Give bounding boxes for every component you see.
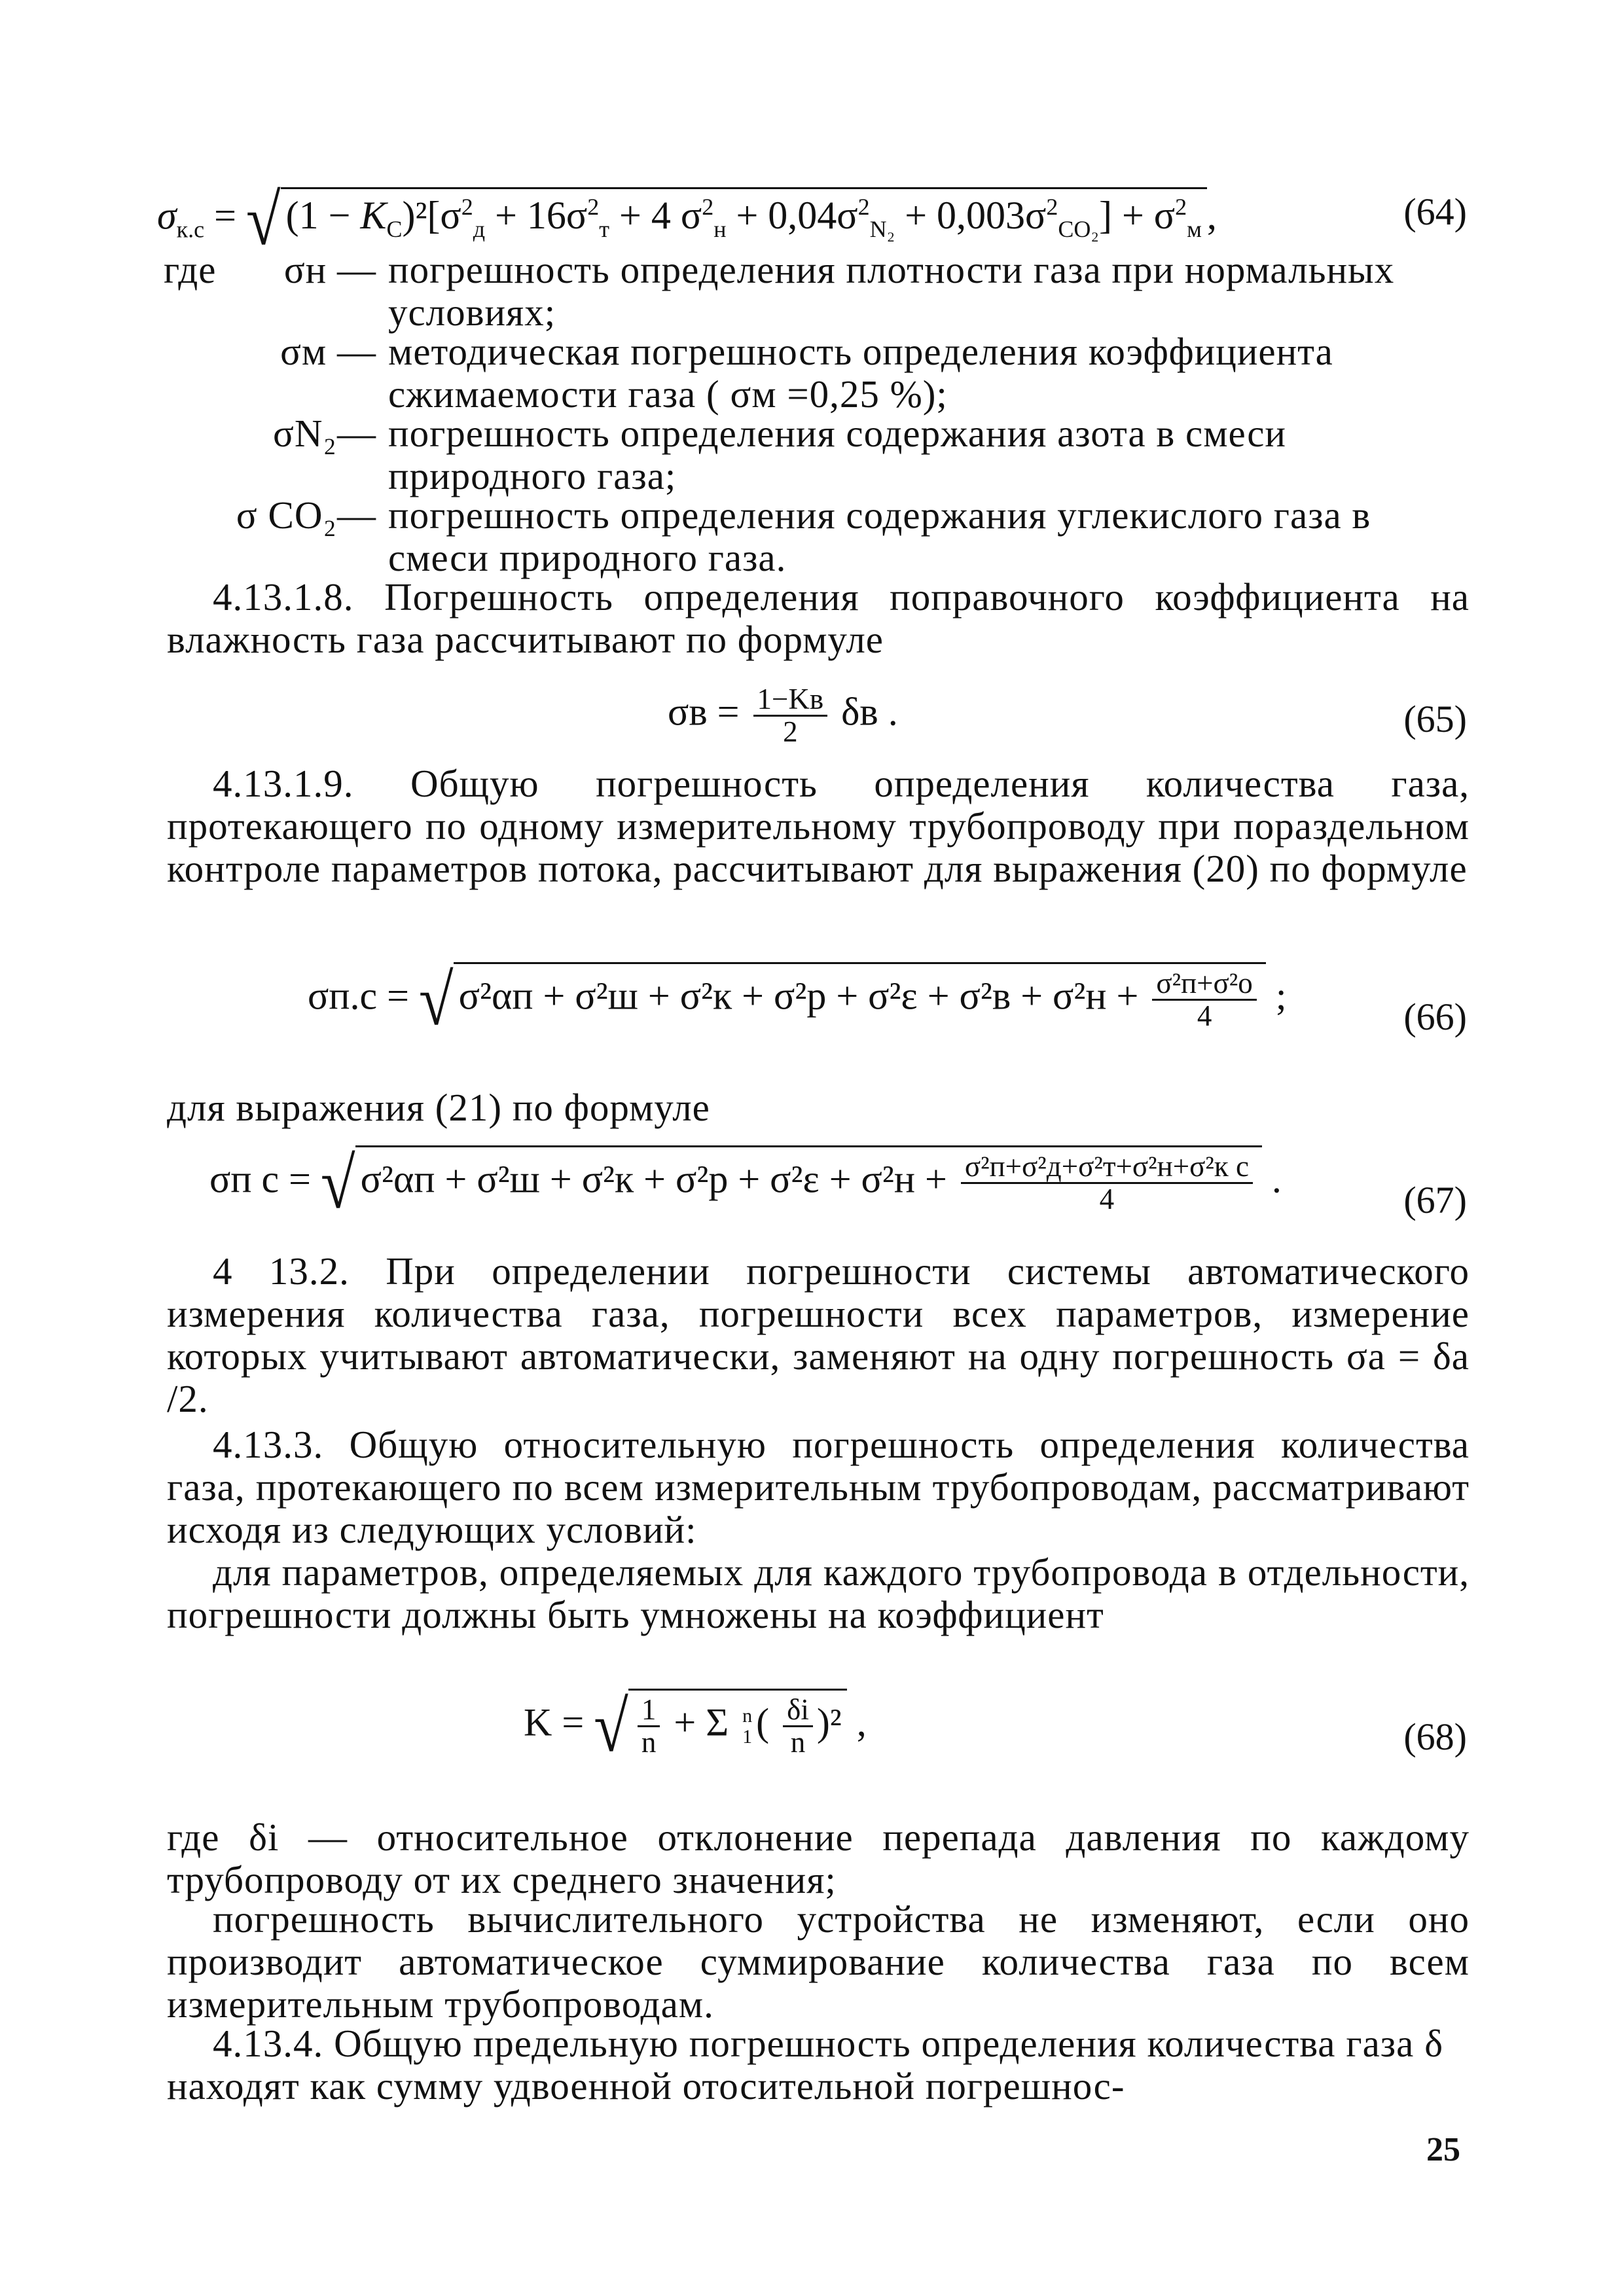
legend-symbol: σ CO₂—: [236, 493, 376, 537]
paragraph-where-delta: где δi — относительное отклонение перепада давления по каждому трубопроводу от их среднего значения;: [167, 1816, 1470, 1901]
sqrt-sign: √: [320, 1143, 355, 1224]
sqrt-sign: √: [594, 1686, 628, 1767]
equation-65-number: (65): [1403, 698, 1467, 740]
eq67-lhs: σп с =: [209, 1157, 311, 1201]
equation-68: K = √ $\frac{1}{n}$ + Σ n 1 ( $\frac{\delta i}{n}$ )² ,: [524, 1689, 867, 1763]
legend-item-sigma-n: [249, 249, 1462, 334]
where-label: где: [164, 248, 217, 291]
legend-item-sigma-co2: [223, 494, 1462, 579]
eq66-radicand: σ²αп + σ²ш + σ²к + σ²р + σ²ε + σ²в + σ²н + $\frac{\text{σ²п+σ²о}}{4}$: [454, 962, 1266, 1032]
legend-text: погрешность определения плотности газа при нормальных условиях;: [388, 248, 1395, 334]
eq68-lhs: K =: [524, 1700, 585, 1744]
paragraph-computing-device: погрешность вычислительного устройства не изменяют, если оно производит автоматическое суммирование количества газа по всем измерительным трубопроводам.: [167, 1897, 1470, 2026]
equation-67-number: (67): [1403, 1179, 1467, 1221]
equation-64-number: (64): [1403, 190, 1467, 233]
legend-text: погрешность определения содержания углекислого газа в смеси природного газа.: [388, 493, 1371, 579]
sqrt-sign: √: [418, 960, 454, 1041]
equation-65: [668, 684, 898, 748]
paragraph-4-13-4: 4.13.4. Общую предельную погрешность определения количества газа δ находят как сумму удвоенной отосительной погрешнос-: [167, 2022, 1443, 2108]
eq65-lhs: σв =: [668, 690, 740, 734]
equation-68-number: (68): [1403, 1715, 1467, 1758]
eq67-radicand: σ²αп + σ²ш + σ²к + σ²р + σ²ε + σ²н + $\frac{\text{σ²п+σ²д+σ²т+σ²н+σ²к с}}{4}$: [355, 1145, 1262, 1215]
eq66-lhs: σп.с =: [308, 974, 409, 1018]
paragraph-expression-21: для выражения (21) по формуле: [167, 1086, 710, 1129]
equation-66-number: (66): [1403, 996, 1467, 1038]
legend-text: методическая погрешность определения коэффициента сжимаемости газа ( σм =0,25 %);: [388, 330, 1333, 416]
paragraph-4-13-1-8: 4.13.1.8. Погрешность определения поправочного коэффициента на влажность газа рассчитывают по формуле: [167, 575, 1470, 661]
equation-66: σп.с = √ σ²αп + σ²ш + σ²к + σ²р + σ²ε + σ²в + σ²н + $\frac{\text{σ²п+σ²о}}{4}$ ;: [308, 962, 1286, 1036]
legend-item-sigma-n2: [249, 412, 1462, 497]
eq68-radicand: $\frac{1}{n}$ + Σ n 1 ( $\frac{\delta i}{n}$ )²: [628, 1689, 847, 1759]
eq65-rhs: δв .: [841, 690, 898, 734]
legend-symbol: σN₂—: [273, 412, 376, 455]
equation-64: $\sigma_{к.с}$ = √ $(1 - K_C)^2[\sigma^2_д + 16\sigma^2_т + 4$ $\sigma^2_н + 0,04\sigma^2_{N_2} + 0,003\sigma^2_{CO_2}] + \sigma^2_м$ ,: [157, 179, 1217, 260]
paragraph-4-13-2: 4 13.2. При определении погрешности системы автоматического измерения количества газа, погрешности всех параметров, измерение которых учитывают автоматически, заменяют на одну погрешность σа = δа /2.: [167, 1249, 1470, 1420]
paragraph-4-13-1-9: 4.13.1.9. Общую погрешность определения количества газа, протекающего по одному измерительному трубопроводу при пораздельном контроле параметров потока, рассчитывают для выражения (20) по формуле: [167, 762, 1470, 890]
eq65-fraction: $\frac{1-Kв}{2}$: [753, 684, 828, 748]
page-number: 25: [1426, 2131, 1460, 2168]
paragraph-parameters: для параметров, определяемых для каждого трубопровода в отдельности, погрешности должны быть умножены на коэффициент: [167, 1551, 1470, 1636]
legend-symbol: σм —: [280, 330, 376, 373]
legend-symbol: σн —: [283, 248, 376, 291]
legend-text: погрешность определения содержания азота в смеси природного газа;: [388, 412, 1286, 497]
paragraph-4-13-3: 4.13.3. Общую относительную погрешность определения количества газа, протекающего по всем измерительным трубопроводам, рассматривают исходя из следующих условий:: [167, 1423, 1470, 1551]
legend-item-sigma-m: [249, 331, 1462, 416]
equation-67: σп с = √ σ²αп + σ²ш + σ²к + σ²р + σ²ε + σ²н + $\frac{\text{σ²п+σ²д+σ²т+σ²н+σ²к с}}{4}$ .: [209, 1145, 1282, 1219]
